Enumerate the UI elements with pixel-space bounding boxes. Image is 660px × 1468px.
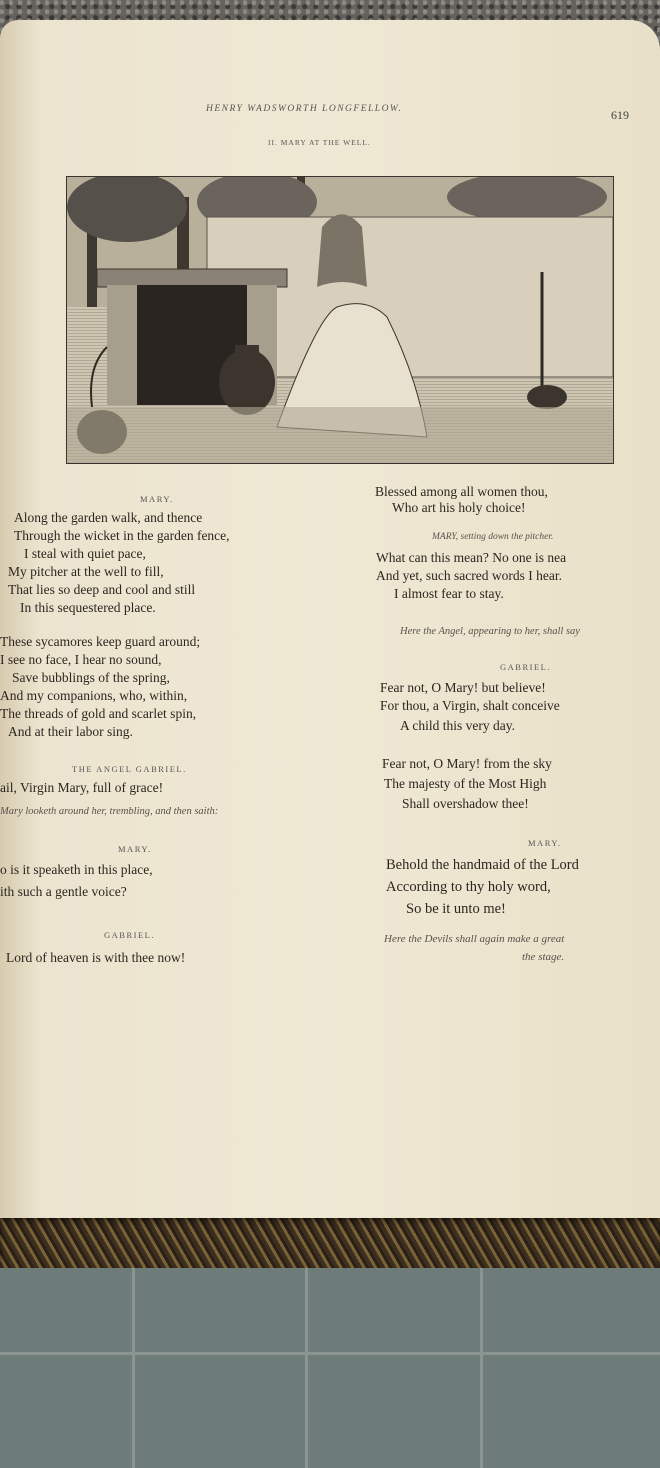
verse-line: o is it speaketh in this place, [0, 862, 153, 877]
verse-line: And yet, such sacred words I hear. [376, 568, 562, 583]
verse-line: For thou, a Virgin, shalt conceive [380, 698, 560, 713]
verse-line: ail, Virgin Mary, full of grace! [0, 780, 164, 795]
verse-line: And at their labor sing. [8, 724, 133, 739]
verse-line: Behold the handmaid of the Lord [386, 857, 579, 873]
verse-line: Shall overshadow thee! [402, 796, 529, 811]
well-pillar-left [107, 285, 137, 405]
running-header-author: HENRY WADSWORTH LONGFELLOW. [206, 104, 403, 114]
page-number: 619 [611, 108, 629, 122]
verse-line: Fear not, O Mary! from the sky [382, 756, 552, 771]
verse-line: These sycamores keep guard around; [0, 634, 201, 649]
well-top [97, 269, 287, 287]
stage-direction: Here the Devils shall again make a great [384, 933, 565, 945]
section-title: II. MARY AT THE WELL. [268, 138, 371, 147]
verse-line: I steal with quiet pace, [24, 546, 146, 561]
speaker-label: MARY. [118, 844, 152, 854]
floor-tiles [0, 1262, 660, 1468]
speaker-label: GABRIEL. [500, 662, 551, 672]
stage-direction: Here the Angel, appearing to her, shall say [400, 626, 580, 637]
speaker-label: GABRIEL. [104, 930, 155, 940]
verse-line: Who art his holy choice! [392, 500, 526, 515]
verse-line: Blessed among all women thou, [375, 484, 548, 499]
verse-line: Save bubblings of the spring, [12, 670, 170, 685]
verse-line: I almost fear to stay. [394, 586, 504, 601]
verse-line: Fear not, O Mary! but believe! [380, 680, 546, 695]
verse-line: The majesty of the Most High [384, 776, 547, 791]
engraving-ground [67, 407, 613, 463]
verse-line: So be it unto me! [406, 901, 506, 917]
speaker-label: MARY. [528, 838, 562, 848]
verse-line: In this sequestered place. [20, 600, 156, 615]
speaker-label: THE ANGEL GABRIEL. [72, 764, 187, 774]
book-binding [0, 1212, 660, 1268]
engraving-drawing [67, 177, 613, 463]
stage-direction-continued: the stage. [522, 951, 565, 963]
verse-line: I see no face, I hear no sound, [0, 652, 162, 667]
verse-line: Through the wicket in the garden fence, [14, 528, 230, 543]
verse-line: According to thy holy word, [386, 879, 551, 895]
verse-line: And my companions, who, within, [0, 688, 188, 703]
speaker-direction: MARY, setting down the pitcher. [432, 532, 554, 542]
verse-line: What can this mean? No one is nea [376, 550, 567, 565]
verse-line: My pitcher at the well to fill, [8, 564, 164, 579]
verse-line: A child this very day. [400, 718, 515, 733]
speaker-label: MARY. [140, 494, 174, 504]
verse-line: That lies so deep and cool and still [8, 582, 196, 597]
engraving-illustration [66, 176, 614, 464]
water-pitcher [219, 349, 275, 415]
verse-line: Lord of heaven is with thee now! [6, 950, 186, 965]
verse-line: The threads of gold and scarlet spin, [0, 706, 197, 721]
right-text-column [370, 480, 660, 980]
verse-line: ith such a gentle voice? [0, 884, 127, 899]
verse-line: Along the garden walk, and thence [14, 510, 203, 525]
stage-direction: Mary looketh around her, trembling, and then saith: [0, 806, 219, 817]
